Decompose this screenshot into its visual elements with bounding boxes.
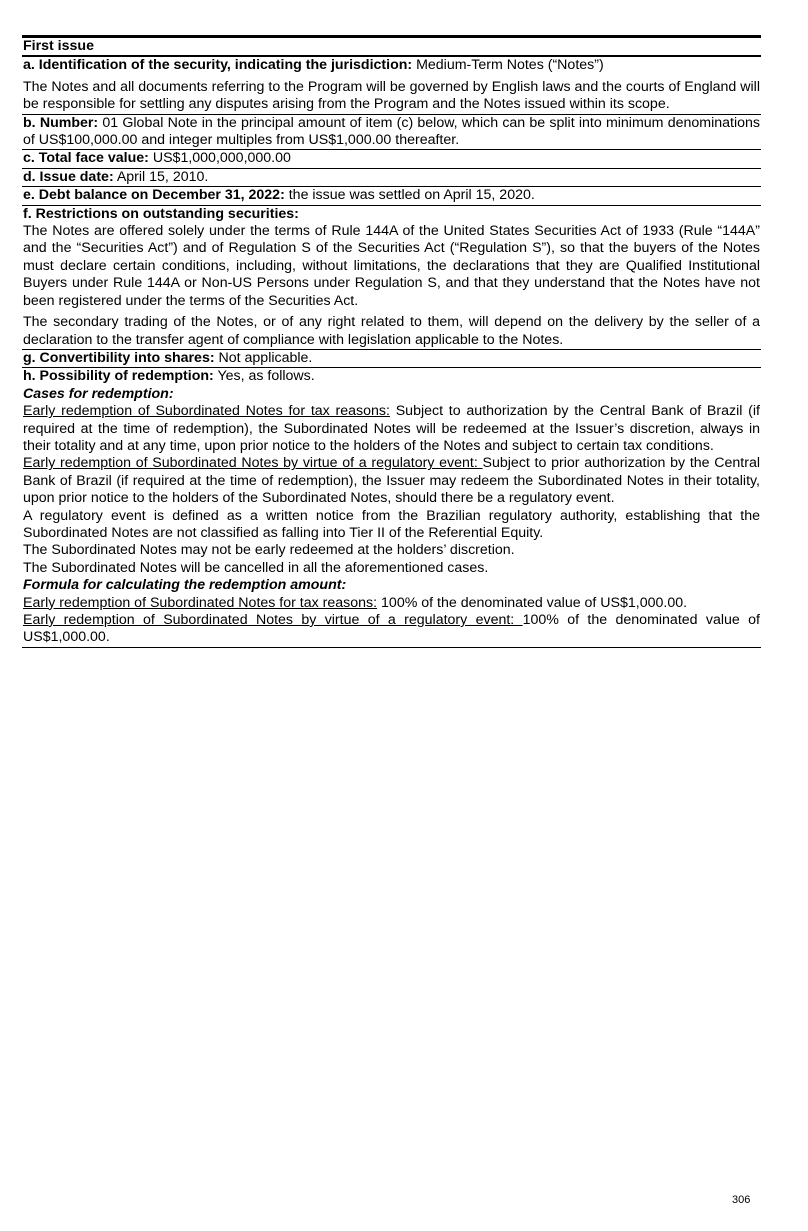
formula1-text: 100% of the denominated value of US$1,000.00. [377, 594, 688, 611]
c-label: c. Total face value: [23, 150, 149, 167]
e-value: the issue was settled on April 15, 2020. [284, 187, 535, 204]
a-text: The Notes and all documents referring to the Program will be governed by English laws and the courts of England will be responsible for settling any disputes arising from the Program and the Notes issued within its scope. [23, 78, 760, 113]
g-label: g. Convertibility into shares: [23, 349, 215, 366]
case2-text: Subject to prior authorization by the Central Bank of Brazil (if required at the time of redemption), the Issuer may redeem the Subordinated Notes in their totality, upon prior notice to the holders of the Subordinated Notes, should there be a regulatory event. [23, 455, 760, 507]
e-label: e. Debt balance on December 31, 2022: [23, 187, 285, 204]
cancelled-text: The Subordinated Notes will be cancelled in all the aforementioned cases. [23, 559, 489, 576]
c-value: US$1,000,000,000.00 [148, 150, 291, 167]
cases-heading: Cases for redemption: [23, 385, 174, 402]
d-value: April 15, 2010. [113, 168, 209, 185]
a-value: Medium-Term Notes (“Notes”) [412, 57, 604, 74]
title-row [22, 38, 761, 57]
section-a [22, 57, 761, 114]
d-label: d. Issue date: [23, 168, 114, 185]
g-value: Not applicable. [214, 349, 313, 366]
b-value: 01 Global Note in the principal amount of item (c) below, which can be split into minimum denominations of US$100,000.00 and integer multiples from US$1,000.00 thereafter. [23, 114, 760, 149]
h-value: Yes, as follows. [213, 368, 315, 385]
b-label: b. Number: [23, 114, 99, 131]
page-number: 306 [732, 1194, 751, 1206]
formula1-label: Early redemption of Subordinated Notes for tax reasons: [23, 594, 378, 611]
section-f [22, 206, 761, 350]
h-label: h. Possibility of redemption: [23, 368, 214, 385]
section-h [22, 368, 761, 648]
title: First issue [23, 38, 94, 54]
a-label: a. Identification of the security, indicating the jurisdiction: [23, 57, 413, 74]
case1-label: Early redemption of Subordinated Notes for tax reasons: [23, 403, 390, 420]
regulatory-event-text: A regulatory event is defined as a written notice from the Brazilian regulatory authority, establishing that the Subordinated Notes are not classified as falling into Tier II of the Referential Equity. [23, 507, 760, 541]
case1-text: Subject to authorization by the Central Bank of Brazil (if required at the time of redemption), the Subordinated Notes will be redeemed at the Issuer’s discretion, always in their totality and at any time, upon prior notice to the holders of the Notes and subject to certain tax conditions. [23, 403, 760, 454]
section-g [22, 350, 761, 368]
f-paragraph-2: The secondary trading of the Notes, or of any right related to them, will depend on the delivery by the seller of a declaration to the transfer agent of compliance with legislation applicable to the Notes. [23, 314, 760, 348]
section-b [22, 115, 761, 151]
formula-heading: Formula for calculating the redemption amount: [23, 577, 347, 594]
no-holder-redemption-text: The Subordinated Notes may not be early redeemed at the holders’ discretion. [23, 542, 515, 559]
issue-table [22, 35, 761, 648]
f-label: f. Restrictions on outstanding securities: [23, 205, 299, 222]
case2-label: Early redemption of Subordinated Notes by virtue of a regulatory event: [23, 455, 483, 472]
f-paragraph-1: The Notes are offered solely under the terms of Rule 144A of the United States Securities Act of 1933 (Rule “144A” and the “Securities Act”) and of Regulation S of the Securities Act (“Regulation S”), so that the buyers of the Notes must declare certain conditions, including, without limitations, the declarations that they are Qualified Institutional Buyers under Rule 144A or Non-US Persons under Regulation S, and that they understand that the Notes have not been registered under the terms of the Securities Act. [23, 223, 760, 309]
section-e [22, 187, 761, 205]
section-c [22, 150, 761, 168]
section-d [22, 169, 761, 187]
formula2-label: Early redemption of Subordinated Notes by virtue of a regulatory event: [23, 612, 523, 628]
formula2-text: 100% of the denominated value of US$1,000.00. [23, 612, 760, 646]
